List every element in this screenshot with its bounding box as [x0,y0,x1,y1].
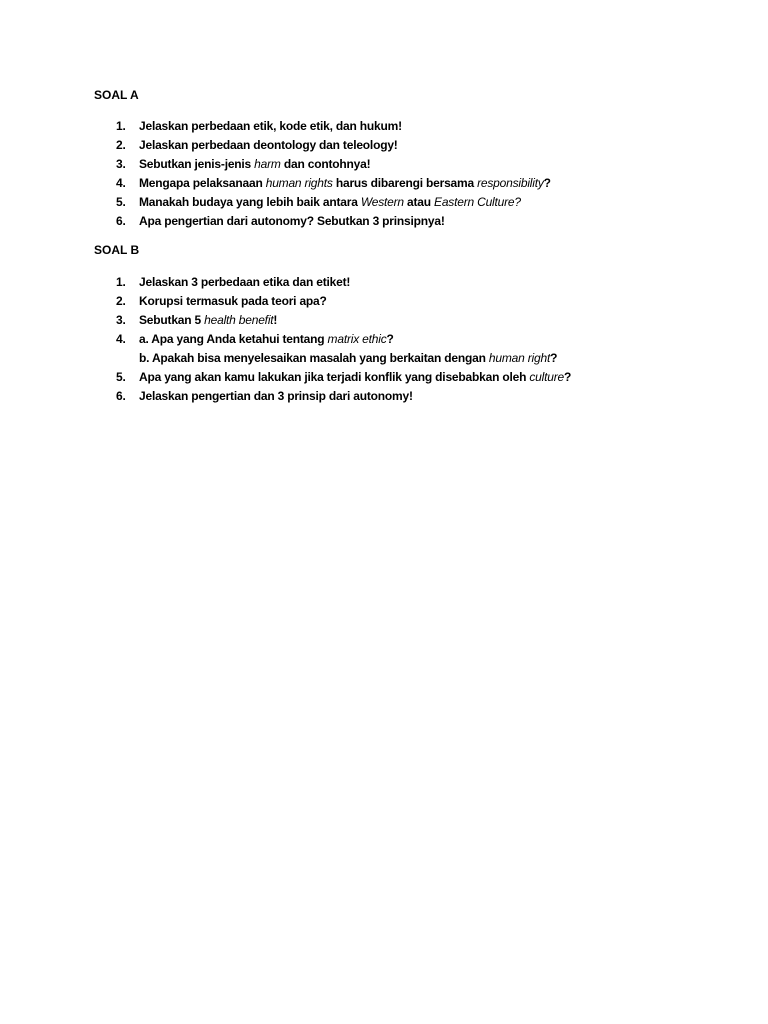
text-segment: Korupsi termasuk pada teori apa? [139,294,327,308]
italic-term: harm [254,157,281,171]
question-text [139,368,571,387]
question-number: 3. [116,157,126,171]
italic-term: matrix ethic [327,332,387,346]
question-text [139,273,350,292]
question-text [139,193,521,212]
question-number: 4. [116,332,126,346]
question-number: 5. [116,195,126,209]
question-number: 2. [116,294,126,308]
question-text [139,349,557,368]
section-heading: SOAL A [94,88,139,102]
question-text [139,212,445,231]
question-text [139,117,402,136]
question-text [139,292,327,311]
italic-term: responsibility [477,176,544,190]
italic-term: human right [488,351,551,365]
text-segment: ! [273,313,278,327]
question-number: 6. [116,214,126,228]
question-text [139,311,277,330]
text-segment: Sebutkan jenis-jenis [139,157,255,171]
question-text [139,174,551,193]
italic-term: health benefit [204,313,274,327]
question-text [139,136,398,155]
question-number: 5. [116,370,126,384]
question-number: 6. [116,389,126,403]
question-number: 2. [116,138,126,152]
text-segment: ? [550,351,558,365]
italic-term: human rights [265,176,333,190]
question-text [139,155,370,174]
question-text [139,387,413,406]
text-segment: b. Apakah bisa menyelesaikan masalah yang berkaitan dengan [139,351,489,365]
question-number: 1. [116,275,126,289]
text-segment: ? [563,370,572,384]
text-segment: Jelaskan pengertian dan 3 prinsip dari autonomy! [139,389,413,403]
text-segment: Apa yang akan kamu lakukan jika terjadi konflik yang disebabkan oleh [139,370,530,384]
question-number: 1. [116,119,126,133]
text-segment: dan contohnya! [280,157,371,171]
question-number: 3. [116,313,126,327]
text-segment: Apa pengertian dari autonomy? Sebutkan 3 prinsipnya! [139,214,445,228]
text-segment: Jelaskan perbedaan etik, kode etik, dan hukum! [139,119,402,133]
italic-term: Eastern Culture? [434,195,521,209]
section-heading: SOAL B [94,243,140,257]
question-text [139,330,394,349]
text-segment: ? [386,332,394,346]
text-segment: a. Apa yang Anda ketahui tentang [139,332,328,346]
text-segment: Sebutkan 5 [139,313,205,327]
question-number: 4. [116,176,126,190]
italic-term: culture [529,370,564,384]
text-segment: Manakah budaya yang lebih baik antara [139,195,361,209]
italic-term: Western [360,195,404,209]
text-segment: ? [543,176,551,190]
text-segment: Jelaskan 3 perbedaan etika dan etiket! [139,275,351,289]
text-segment: Mengapa pelaksanaan [139,176,266,190]
text-segment: atau [403,195,435,209]
text-segment: Jelaskan perbedaan deontology dan teleology! [139,138,398,152]
text-segment: harus dibarengi bersama [332,176,478,190]
